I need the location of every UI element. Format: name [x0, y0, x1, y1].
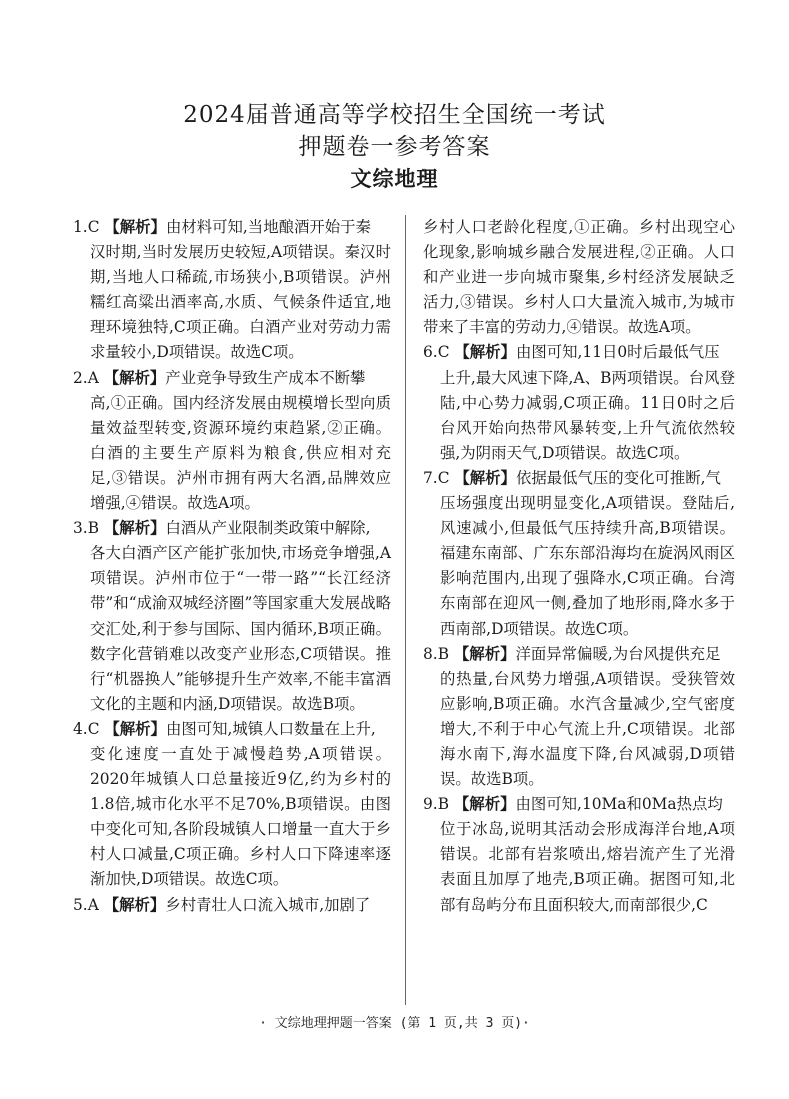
answer-text: 变化速度一直处于减慢趋势,A项错误。2020年城镇人口总量接近9亿,约为乡村的1.8倍,城市化水平不足70%,B项错误。由图中变化可知,各阶段城镇人口增量一直大于乡村人口减量,C项正确。乡村人口下降速率逐渐加快,D项错误。故选C项。	[90, 744, 391, 889]
subject-title: 文综地理	[350, 167, 439, 191]
exam-title: 2024届普通高等学校招生全国统一考试	[183, 102, 606, 128]
answer-number: 2.	[73, 368, 88, 387]
answer-number: 8.	[423, 644, 438, 663]
answer-item-4	[73, 717, 391, 893]
answer-first-line: 依据最低气压的变化可推断,气	[515, 468, 721, 487]
answer-item-9	[423, 792, 735, 917]
answer-letter: A	[87, 368, 99, 387]
answer-first-line: 由图可知,城镇人口数量在上升,	[165, 719, 376, 738]
answer-letter: B	[437, 644, 449, 663]
answer-letter: C	[87, 719, 100, 738]
answer-number: 3.	[73, 519, 88, 538]
answer-first-line: 产业竞争导致生产成本不断攀	[165, 368, 366, 387]
answer-item-6	[423, 340, 735, 465]
left-column	[73, 215, 391, 918]
answer-letter: B	[87, 519, 99, 538]
answer-number: 4.	[73, 719, 88, 738]
answer-first-line: 白酒从产业限制类政策中解除,	[165, 519, 371, 538]
analysis-tag: 【解析】	[453, 644, 516, 663]
answer-letter: B	[437, 795, 449, 814]
answer-item-8	[423, 642, 735, 793]
right-column	[423, 215, 735, 918]
column-divider	[405, 215, 406, 1005]
answer-letter: C	[437, 343, 450, 362]
answer-item-2	[73, 366, 391, 517]
answer-number: 1.	[73, 218, 88, 236]
analysis-tag: 【解析】	[104, 719, 166, 738]
answer-item-5	[73, 893, 391, 918]
answer-text: 的热量,台风势力增强,A项错误。受狭管效应影响,B项正确。水汽含量减少,空气密度增大,不利于中心气流上升,C项错误。北部海水南下,海水温度下降,台风减弱,D项错误。故选B项。	[440, 669, 735, 789]
answer-item-3	[73, 516, 391, 717]
answer-first-line: 洋面异常偏暖,为台风提供充足	[515, 644, 721, 663]
analysis-tag: 【解析】	[453, 795, 516, 814]
analysis-tag: 【解析】	[104, 218, 166, 236]
answer-text: 乡村人口老龄化程度,①正确。乡村出现空心化现象,影响城乡融合发展进程,②正确。人口和产业进一步向城市聚集,乡村经济发展缺乏活力,③错误。乡村人口大量流入城市,为城市带来了丰富的劳动力,④错误。故选A项。	[423, 218, 735, 337]
answer-text: 上升,最大风速下降,A、B两项错误。台风登陆,中心势力减弱,C项正确。11日0时之后台风开始向热带风暴转变,上升气流依然较强,为阴雨天气,D项错误。故选C项。	[440, 368, 735, 462]
analysis-tag: 【解析】	[103, 519, 166, 538]
answer-text: 各大白酒产区产能扩张加快,市场竞争增强,A项错误。泸州市位于“一带一路”“长江经济带”和“成渝双城经济圈”等国家重大发展战略交汇处,利于参与国际、国内循环,B项正确。数字化营销难以改变产业形态,C项错误。推行“机器换人”能够提升生产效率,不能丰富酒文化的主题和内涵,D项错误。故选B项。	[90, 544, 391, 713]
answer-text: 汉时期,当时发展历史较短,A项错误。秦汉时期,当地人口稀疏,市场狭小,B项错误。泸州糯红高粱出酒率高,水质、气候条件适宜,地理环境独特,C项正确。白酒产业对劳动力需求量较小,D项错误。故选C项。	[90, 243, 391, 362]
analysis-tag: 【解析】	[454, 343, 516, 362]
answer-item-1	[73, 215, 391, 366]
answer-first-line: 由图可知,10Ma和0Ma热点均	[515, 795, 723, 814]
answer-text: 高,①正确。国内经济发展由规模增长型向质量效益型转变,资源环境约束趋紧,②正确。白酒的主要生产原料为粮食,供应相对充足,③错误。泸州市拥有两大名酒,品牌效应增强,④错误。故选A项。	[90, 393, 391, 513]
answer-key-title: 押题卷一参考答案	[298, 134, 491, 160]
answer-first-line: 由材料可知,当地酿酒开始于秦	[165, 218, 371, 236]
answer-first-line: 由图可知,11日0时后最低气压	[515, 343, 720, 362]
analysis-tag: 【解析】	[103, 895, 166, 914]
answer-text: 压场强度出现明显变化,A项错误。登陆后,风速减小,但最低气压持续升高,B项错误。福建东南部、广东东部沿海均在旋涡风雨区影响范围内,出现了强降水,C项正确。台湾东南部在迎风一侧,叠加了地形雨,降水多于西南部,D项错误。故选C项。	[440, 494, 735, 638]
answer-number: 9.	[423, 795, 438, 814]
answer-number: 6.	[423, 343, 438, 362]
answer-text: 位于冰岛,说明其活动会形成海洋台地,A项错误。北部有岩浆喷出,熔岩流产生了光滑表面且加厚了地壳,B项正确。据图可知,北部有岛屿分布且面积较大,而南部很少,C	[440, 820, 735, 914]
answer-item-7	[423, 466, 735, 642]
answer-first-line: 乡村青壮人口流入城市,加剧了	[165, 895, 371, 914]
analysis-tag: 【解析】	[103, 368, 166, 387]
answer-letter: A	[87, 895, 99, 914]
answer-letter: C	[437, 468, 450, 487]
answer-number: 7.	[423, 468, 438, 487]
analysis-tag: 【解析】	[454, 468, 516, 487]
answer-number: 5.	[73, 895, 88, 914]
answer-letter: C	[87, 218, 100, 236]
answer-item-5-continued	[423, 215, 735, 340]
page-footer: · 文综地理押题一答案 (第 1 页,共 3 页)·	[259, 1016, 530, 1031]
